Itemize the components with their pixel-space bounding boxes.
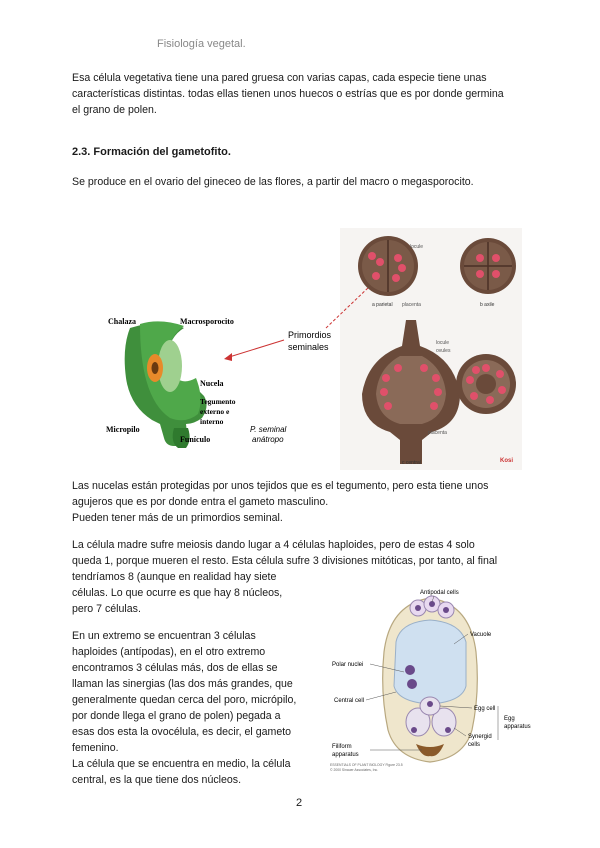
- label-ovules: ovules: [436, 348, 451, 354]
- text-line: haploides (antípodas), en el otro extremo: [72, 646, 266, 658]
- label-locule-top: locule: [410, 244, 424, 250]
- text-line: agujeros que es por donde entra el gameto masculino.: [72, 496, 329, 508]
- text-line: células. Lo que ocurre es que hay 8 núcleos,: [72, 587, 283, 599]
- embryo-sac-figure: [326, 582, 540, 774]
- text-line: esas dos esta la ovocélula, es decir, el gameto: [72, 726, 292, 738]
- label-egg-apparatus-1: Egg: [504, 716, 515, 722]
- ovary-section-free-central: [456, 354, 516, 414]
- text-line: el grano de polen.: [72, 104, 157, 116]
- label-tegumento-1: Tegumento: [200, 397, 236, 406]
- figure-credit-line-1: ESSENTIALS OF PLANT BIOLOGY Figure 23.5: [330, 763, 403, 767]
- text-line: generalmente quedan cerca del poro, micrópilo,: [72, 694, 297, 706]
- arrow-to-ovule: [226, 340, 284, 358]
- text-line: En un extremo se encuentran 3 células: [72, 630, 256, 642]
- ovule-diagram-figure: [100, 228, 522, 470]
- text-line: encontramos 3 células más, dos de ellas se: [72, 662, 278, 674]
- text-line: La célula que se encuentra en medio, la célula: [72, 758, 291, 770]
- text-line: características distintas. todas ellas tienen unos huecos o estrías que es por donde germina: [72, 88, 504, 100]
- label-a-parietal: a parietal: [372, 302, 393, 308]
- label-tegumento-3: interno: [200, 417, 224, 426]
- label-synergid-1: Synergid: [468, 734, 492, 740]
- text-line: pero 7 células.: [72, 603, 141, 615]
- label-primordios-2: seminales: [288, 342, 329, 352]
- page-header: Fisiología vegetal.: [157, 38, 246, 50]
- label-macrosporocito: Macrosporocito: [180, 317, 234, 326]
- text-line: queda 1, porque mueren el resto. Esta célula sufre 3 divisiones mitóticas, por tanto, al final: [72, 555, 498, 567]
- label-c-central: c central: [402, 460, 421, 466]
- label-synergid-2: cells: [468, 742, 481, 748]
- label-b-axile: b axile: [480, 302, 495, 308]
- intro-paragraph: [72, 70, 542, 118]
- label-antipodal-cells: Antipodal cells: [420, 590, 459, 596]
- caption-p-seminal: P. seminal: [250, 425, 287, 434]
- label-central-cell: Central cell: [334, 698, 365, 704]
- label-tegumento-2: externo e: [200, 407, 230, 416]
- label-chalaza: Chalaza: [108, 317, 136, 326]
- label-placenta-mid: placenta: [428, 430, 447, 436]
- text-line: Pueden tener más de un primordios seminal.: [72, 512, 283, 524]
- text-line: Las nucelas están protegidas por unos tejidos que es el tegumento, pero esta tiene unos: [72, 480, 489, 492]
- ovary-section-axile: [460, 238, 516, 294]
- section-intro: Se produce en el ovario del gineceo de las flores, a partir del macro o megasporocito.: [72, 176, 474, 188]
- text-line: tendríamos 8 (aunque en realidad hay siete: [72, 571, 277, 583]
- text-line: llaman las sinergias (las dos más grandes, que: [72, 678, 293, 690]
- label-locule-mid: locule: [436, 340, 450, 346]
- label-filiform-1: Filiform: [332, 744, 352, 750]
- label-vacuole: Vacuole: [470, 632, 492, 638]
- text-line: central, es la que tiene dos núcleos.: [72, 774, 242, 786]
- arrowhead-icon: [224, 353, 232, 361]
- label-placenta-top: placenta: [402, 302, 421, 308]
- label-polar-nuclei: Polar nuclei: [332, 662, 364, 668]
- caption-anatropo: anátropo: [252, 435, 284, 444]
- label-filiform-2: apparatus: [332, 752, 359, 758]
- text-line: Esa célula vegetativa tiene una pared gruesa con varias capas, cada especie tiene unas: [72, 72, 487, 84]
- label-funiculo: Funículo: [180, 435, 211, 444]
- page-number: 2: [296, 797, 303, 809]
- label-primordios-1: Primordios: [288, 330, 332, 340]
- figure-credit: Kosi: [500, 458, 514, 464]
- text-line: La célula madre sufre meiosis dando lugar a 4 células haploides, pero de estas 4 solo: [72, 539, 475, 551]
- figure-credit-line-2: © 2000 Sinauer Associates, Inc.: [330, 768, 379, 772]
- body-paragraph-2: [72, 478, 542, 526]
- text-line: por donde llega el grano de polen) pegada a: [72, 710, 281, 722]
- label-egg-apparatus-2: apparatus: [504, 724, 531, 730]
- label-nucela: Nucela: [200, 379, 224, 388]
- text-line: femenino.: [72, 742, 119, 754]
- body-paragraph-4: [72, 628, 312, 788]
- section-heading: 2.3. Formación del gametofito.: [72, 146, 231, 158]
- ovary-section-parietal: [358, 236, 418, 296]
- label-egg-cell: Egg cell: [474, 706, 496, 712]
- label-micropilo: Micropilo: [106, 425, 140, 434]
